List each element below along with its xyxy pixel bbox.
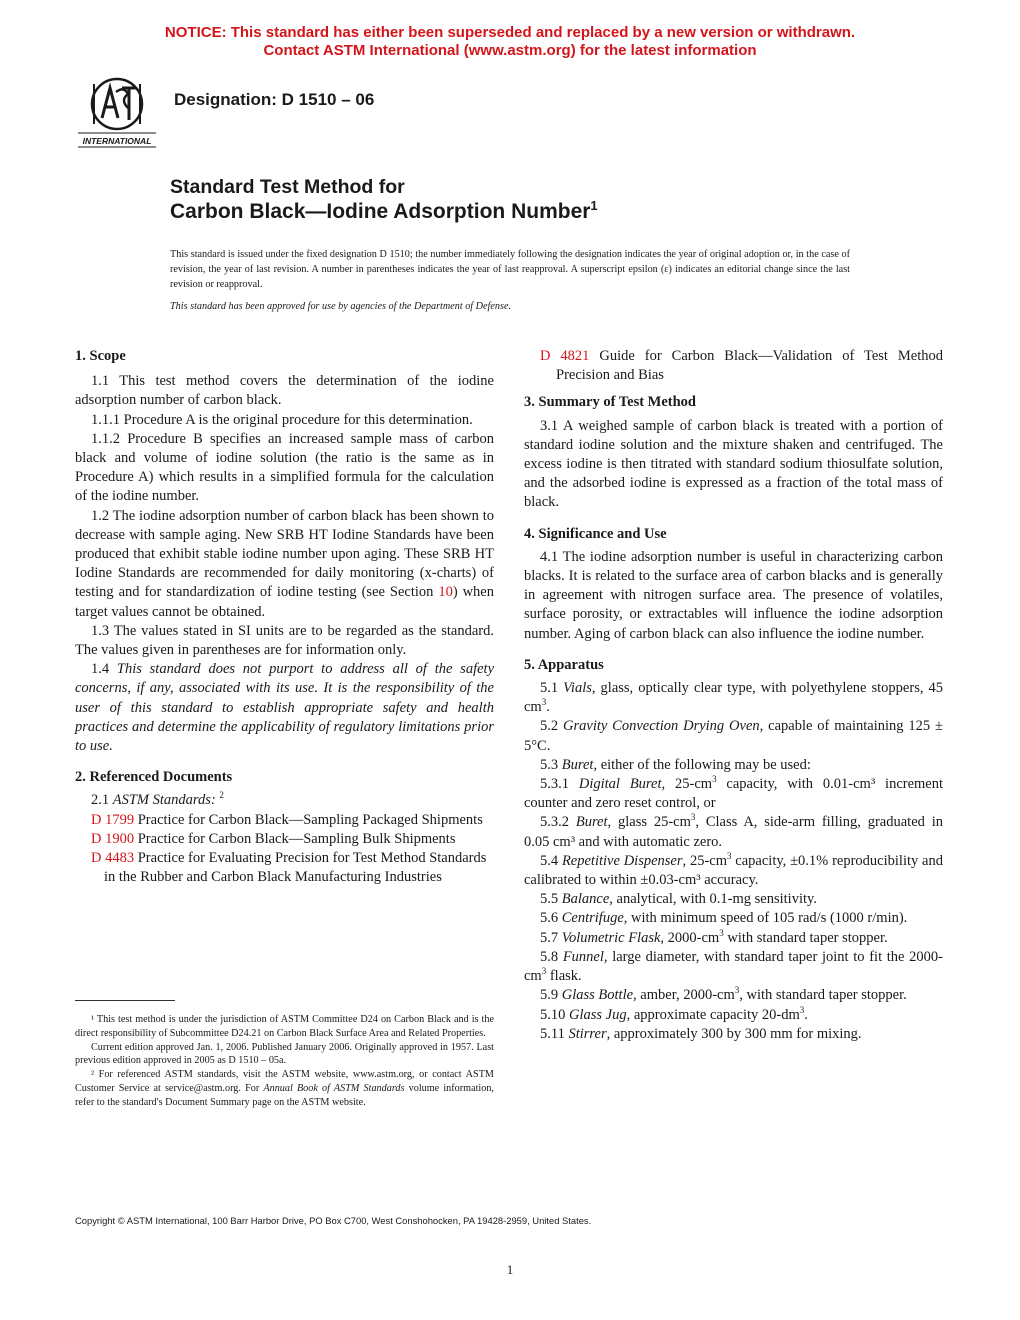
ref-text: Practice for Carbon Black—Sampling Packaged Shipments xyxy=(134,811,483,828)
para-1-4 xyxy=(75,660,494,756)
apparatus-item-name: Funnel xyxy=(562,948,604,965)
apparatus-item-tail: , Class A, side-arm filling, graduated in 0.05 cm³ and with automatic zero. xyxy=(524,814,944,850)
apparatus-item-text: , large diameter, with standard taper joint to fit the 2000-cm xyxy=(524,948,944,985)
left-column xyxy=(75,347,494,887)
footnote-2 xyxy=(75,1068,494,1109)
apparatus-item-text: , capable of maintaining 125 ± 5°C. xyxy=(524,718,943,754)
title-line-2 xyxy=(170,200,598,224)
ref-text: Guide for Carbon Black—Validation of Test Method Precision and Bias xyxy=(556,348,943,384)
apparatus-item-num: 5.5 xyxy=(540,891,562,908)
apparatus-item-tail: capacity, ±0.1% reproducibility and calibrated to within ±0.03-cm³ accuracy. xyxy=(524,852,943,889)
ref-link-d4821[interactable]: D 4821 xyxy=(540,348,590,364)
footnote-1: ¹ This test method is under the jurisdiction of ASTM Committee D24 on Carbon Black and is the direct responsibility of Subcommittee D24.21 on Carbon Black Surface Area and Related Properties. xyxy=(75,1014,494,1039)
notice-line-1: NOTICE: This standard has either been superseded and replaced by a new version or withdrawn. xyxy=(164,24,856,41)
apparatus-item-text: , 2000-cm xyxy=(660,929,720,946)
apparatus-item-num: 5.6 xyxy=(540,910,562,927)
apparatus-item xyxy=(524,1006,943,1025)
apparatus-item-sup: 3 xyxy=(541,966,547,977)
para-1-1-1: 1.1.1 Procedure A is the original procedure for this determination. xyxy=(91,411,473,428)
apparatus-item xyxy=(524,679,943,717)
apparatus-item-sup: 3 xyxy=(734,985,740,996)
para-1-1-2: 1.1.2 Procedure B specifies an increased sample mass of carbon black and volume of iodine solution (the ratio is the same as in Procedure A) which results in a simplified formula for the calculation of the iodine number. xyxy=(75,430,494,505)
apparatus-item-sup: 3 xyxy=(690,812,696,823)
apparatus-item-tail: . xyxy=(804,1006,808,1023)
apparatus-item-sup: 3 xyxy=(727,851,732,862)
apparatus-item xyxy=(524,775,943,813)
apparatus-item-sup: 3 xyxy=(799,1004,805,1015)
approved-note: This standard has been approved for use by agencies of the Department of Defense. xyxy=(170,301,512,312)
apparatus-item xyxy=(524,852,943,890)
apparatus-item-num: 5.7 xyxy=(540,929,562,946)
footnote-2-text: ² For referenced ASTM standards, visit the ASTM website, www.astm.org, or contact ASTM Customer Service at service@astm.org. For xyxy=(75,1069,494,1094)
notice-line-2: Contact ASTM International (www.astm.org) for the latest information xyxy=(263,42,757,59)
apparatus-item-num: 5.3.2 xyxy=(540,814,576,831)
apparatus-item xyxy=(524,890,943,909)
para-2-1-num: 2.1 xyxy=(91,792,113,809)
footnotes xyxy=(75,1013,494,1110)
apparatus-item-name: Repetitive Dispenser xyxy=(561,852,683,869)
para-1-2 xyxy=(75,507,494,622)
copyright: Copyright © ASTM International, 100 Barr Harbor Drive, PO Box C700, West Conshohocken, PA 19428-2959, United States. xyxy=(75,1215,592,1226)
apparatus-item-sup: 3 xyxy=(712,774,717,785)
ref-item xyxy=(91,849,494,887)
ref-link-d1900[interactable]: D 1900 xyxy=(91,830,135,847)
apparatus-item xyxy=(524,813,943,851)
apparatus-item xyxy=(524,756,943,775)
para-4-1: 4.1 The iodine adsorption number is useful in characterizing carbon blacks. It is related to the surface area of carbon blacks and is generally in agreement with nitrogen surface area. The presence of volatiles, surface porosity, or extractables will influence the iodine adsorption number. Aging of carbon black can also influence the iodine number. xyxy=(524,548,943,642)
apparatus-item-num: 5.11 xyxy=(540,1025,569,1042)
ref-item xyxy=(91,811,494,830)
para-1-4-text: This standard does not purport to address all of the safety concerns, if any, associated with its use. It is the responsibility of the user of this standard to establish appropriate safety and health practices and determine the applicability of regulatory limitations prior to use. xyxy=(75,661,495,755)
apparatus-item-tail: capacity, with 0.01-cm³ increment counter and zero reset control, or xyxy=(524,776,944,812)
apparatus-item-name: Centrifuge xyxy=(561,910,624,927)
apparatus-list xyxy=(524,679,943,1044)
apparatus-item-text: , with minimum speed of 105 rad/s (1000 r/min). xyxy=(623,910,908,927)
apparatus-item-text: , either of the following may be used: xyxy=(593,756,811,773)
apparatus-item-name: Stirrer xyxy=(568,1025,607,1042)
astm-logo xyxy=(72,74,162,152)
apparatus-item-tail: . xyxy=(546,699,550,716)
apparatus-item-num: 5.8 xyxy=(540,948,563,965)
apparatus-item-name: Glass Jug xyxy=(569,1006,627,1023)
section-heading-apparatus: 5. Apparatus xyxy=(524,656,604,673)
designation: Designation: D 1510 – 06 xyxy=(174,90,375,109)
ref-text: Practice for Carbon Black—Sampling Bulk Shipments xyxy=(134,830,456,847)
para-1-1: 1.1 This test method covers the determination of the iodine adsorption number of carbon black. xyxy=(75,373,494,409)
apparatus-item-num: 5.10 xyxy=(540,1006,569,1023)
apparatus-item-text: , amber, 2000-cm xyxy=(633,987,735,1004)
apparatus-item xyxy=(524,1025,943,1044)
apparatus-item xyxy=(524,909,943,928)
para-2-1-text: ASTM Standards: xyxy=(112,792,216,809)
apparatus-item-name: Balance xyxy=(561,891,610,908)
apparatus-item-text: , glass 25-cm xyxy=(607,814,691,831)
apparatus-item-tail: with standard taper stopper. xyxy=(723,929,888,946)
withdrawal-notice xyxy=(0,24,1020,60)
footnote-1b: Current edition approved Jan. 1, 2006. Published January 2006. Originally approved in 1957. Last previous edition approved in 2005 as D 1510 – 05a. xyxy=(75,1041,494,1067)
page-number: 1 xyxy=(506,1262,514,1277)
section-heading-significance: 4. Significance and Use xyxy=(524,525,667,542)
logo-text: INTERNATIONAL xyxy=(82,136,152,146)
apparatus-item xyxy=(524,986,943,1005)
apparatus-item-text: , 25-cm xyxy=(682,852,727,869)
section-heading-summary: 3. Summary of Test Method xyxy=(524,394,696,411)
apparatus-item-name: Buret xyxy=(561,756,594,773)
apparatus-item-tail: flask. xyxy=(546,968,582,985)
para-2-1 xyxy=(75,791,494,810)
issued-note: This standard is issued under the fixed designation D 1510; the number immediately following the designation indicates the year of original adoption or, in the case of revision, the year of last revision. A number in parentheses indicates the year of last reapproval. A superscript epsilon (ε) indicates an editorial change since the last revision or reapproval. xyxy=(170,249,850,290)
para-2-1-sup: 2 xyxy=(219,790,224,801)
ref-item-d4821 xyxy=(540,347,943,385)
apparatus-item-name: Digital Buret, xyxy=(578,776,666,793)
para-1-3: 1.3 The values stated in SI units are to be regarded as the standard. The values given in parentheses are for information only. xyxy=(75,622,494,659)
apparatus-item-text: 25-cm xyxy=(665,776,713,793)
apparatus-item-text: , glass, optically clear type, with polyethylene stoppers, 45 cm xyxy=(524,680,943,716)
apparatus-item-num: 5.1 xyxy=(540,680,564,697)
right-column xyxy=(524,347,943,1044)
apparatus-item-text: , analytical, with 0.1-mg sensitivity. xyxy=(609,891,817,908)
section-10-link[interactable]: 10 xyxy=(438,584,453,601)
title-text: Carbon Black—Iodine Adsorption Number xyxy=(170,200,591,223)
apparatus-item-name: Vials xyxy=(563,680,592,697)
para-3-1: 3.1 A weighed sample of carbon black is treated with a portion of standard iodine solution and the mixture shaken and centrifuged. The excess iodine is then titrated with standard sodium thiosulfate solution, and the adsorbed iodine is expressed as a fraction of the total mass of black. xyxy=(524,417,943,511)
apparatus-item xyxy=(524,948,943,986)
apparatus-item-name: Glass Bottle xyxy=(561,987,634,1004)
title-line-1: Standard Test Method for xyxy=(170,176,405,198)
apparatus-item-text: , approximately 300 by 300 mm for mixing. xyxy=(606,1025,862,1042)
apparatus-item-tail: , with standard taper stopper. xyxy=(739,987,907,1004)
apparatus-item-sup: 3 xyxy=(719,927,724,938)
section-heading-refdocs: 2. Referenced Documents xyxy=(75,769,233,786)
apparatus-item-num: 5.4 xyxy=(540,852,562,869)
apparatus-item-sup: 3 xyxy=(541,697,547,708)
ref-item xyxy=(91,830,494,849)
apparatus-item-num: 5.3 xyxy=(540,756,562,773)
footnote-rule xyxy=(75,1000,175,1001)
apparatus-item-name: Gravity Convection Drying Oven xyxy=(563,718,760,735)
ref-link-d1799[interactable]: D 1799 xyxy=(91,811,135,828)
apparatus-item-num: 5.3.1 xyxy=(540,776,579,793)
apparatus-item-num: 5.2 xyxy=(540,718,564,735)
para-1-2-text: 1.2 The iodine adsorption number of carbon black has been shown to decrease with sample aging. New SRB HT Iodine Standards have been produced that exhibit stable iodine number upon aging. These SRB HT Iodine Standards are recommended for daily monitoring (x-charts) of testing and for standardization of iodine testing (see Section xyxy=(75,507,494,601)
para-1-4-num: 1.4 xyxy=(91,661,117,678)
para-1-2-tail: ) when target values cannot be obtained. xyxy=(75,584,494,620)
apparatus-item-text: , approximate capacity 20-dm xyxy=(626,1006,800,1023)
apparatus-item xyxy=(524,717,943,755)
title-footnote-ref: 1 xyxy=(590,198,598,213)
footnote-2-italic: Annual Book of ASTM Standards xyxy=(263,1082,405,1094)
ref-link-d4483[interactable]: D 4483 xyxy=(91,850,135,867)
apparatus-item-name: Volumetric Flask xyxy=(561,929,661,946)
ref-text: Practice for Evaluating Precision for Test Method Standards in the Rubber and Carbon Black Manufacturing Industries xyxy=(104,850,487,886)
apparatus-item xyxy=(524,929,943,948)
apparatus-item-num: 5.9 xyxy=(540,987,562,1004)
section-heading-scope: 1. Scope xyxy=(75,348,126,364)
apparatus-item-name: Buret xyxy=(575,814,608,831)
footnote-2-tail: volume information, refer to the standard's Document Summary page on the ASTM website. xyxy=(75,1082,494,1108)
